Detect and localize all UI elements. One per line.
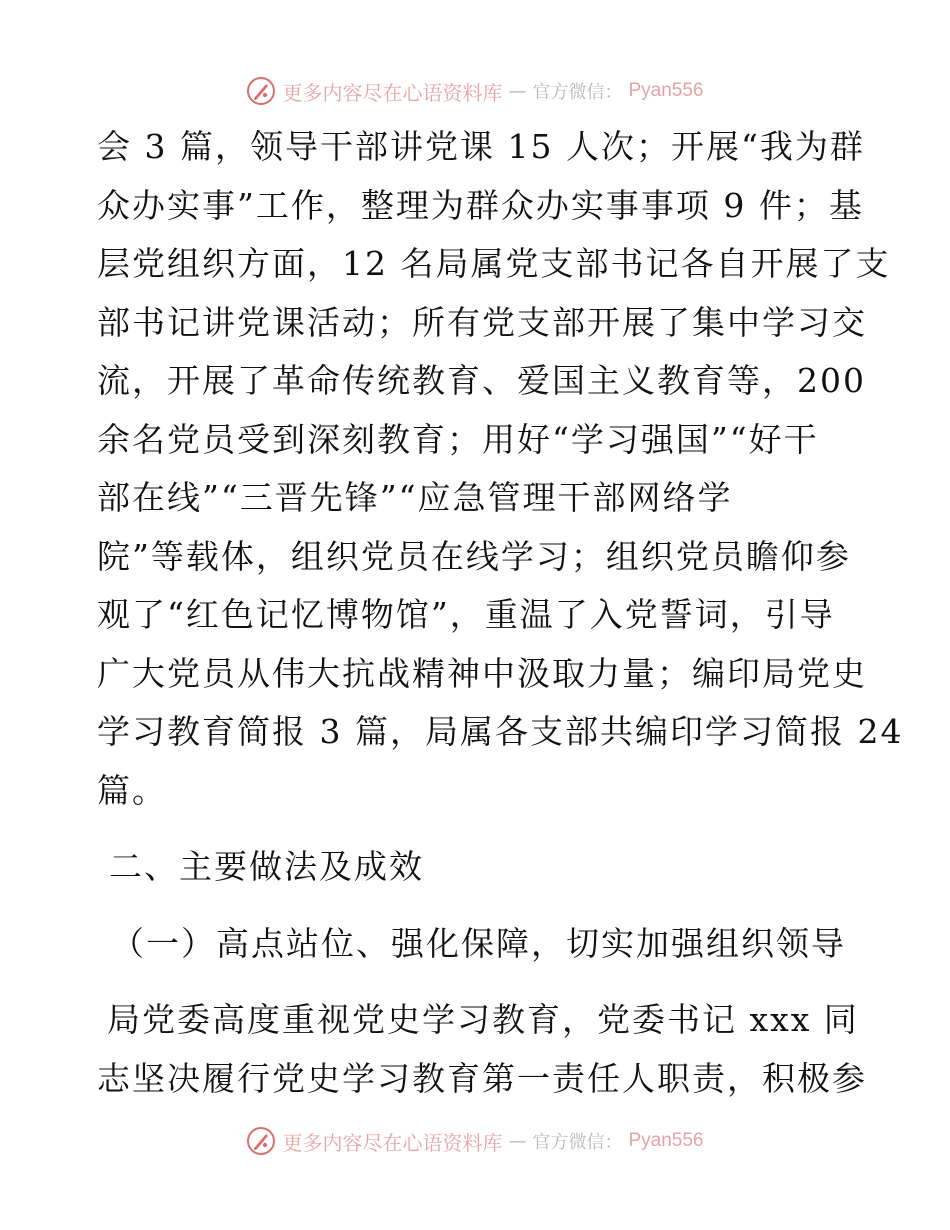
document-body	[97, 118, 904, 1108]
watermark-brand: 更多内容尽在心语资料库	[282, 80, 503, 105]
text-line: 会 3 篇，领导干部讲党课 15 人次；开展“我为群	[97, 127, 865, 166]
header-watermark	[0, 74, 950, 108]
text-line: 流，开展了革命传统教育、爱国主义教育等，200	[97, 361, 866, 400]
text-line: 学习教育简报 3 篇，局属各支部共编印学习简报 24	[97, 712, 904, 751]
text-line: 局党委高度重视党史学习教育，党委书记 xxx 同	[107, 1000, 859, 1039]
watermark-label: 官方微信：	[532, 82, 623, 103]
quill-logo-icon	[246, 1126, 276, 1156]
text-line: 众办实事”工作，整理为群众办实事事项 9 件；基	[97, 185, 864, 225]
text-line: 观了“红色记忆博物馆”，重温了入党誓词，引导	[97, 595, 835, 634]
watermark-brand: 更多内容尽在心语资料库	[282, 1130, 503, 1155]
text-line: 层党组织方面，12 名局属党支部书记各自开展了支	[97, 244, 891, 283]
watermark-id: Pyan556	[628, 1130, 704, 1151]
text-line: 部在线”“三晋先锋”“应急管理干部网络学	[97, 478, 733, 517]
text-line: 志坚决履行党史学习教育第一责任人职责，积极参	[97, 1058, 867, 1098]
watermark-label: 官方微信：	[532, 1132, 623, 1153]
footer-watermark	[0, 1124, 950, 1158]
subsection-heading: （一）高点站位、强化保障，切实加强组织领导	[111, 923, 846, 963]
quill-logo-icon	[246, 76, 276, 106]
watermark-separator: —	[508, 1130, 527, 1152]
watermark-separator: —	[508, 80, 527, 102]
section-heading: 二、主要做法及成效	[109, 847, 424, 886]
text-line: 部书记讲党课活动；所有党支部开展了集中学习交	[97, 302, 867, 342]
watermark-content	[246, 1126, 703, 1156]
paragraph-2	[97, 991, 867, 1108]
watermark-content	[246, 76, 703, 106]
watermark-id: Pyan556	[628, 80, 704, 101]
paragraph-1	[97, 118, 904, 820]
text-line: 余名党员受到深刻教育；用好“学习强国”“好干	[97, 419, 819, 459]
text-line: 广大党员从伟大抗战精神中汲取力量；编印局党史	[97, 653, 867, 693]
text-line: 篇。	[97, 770, 167, 810]
text-line: 院”等载体，组织党员在线学习；组织党员瞻仰参	[97, 536, 851, 576]
